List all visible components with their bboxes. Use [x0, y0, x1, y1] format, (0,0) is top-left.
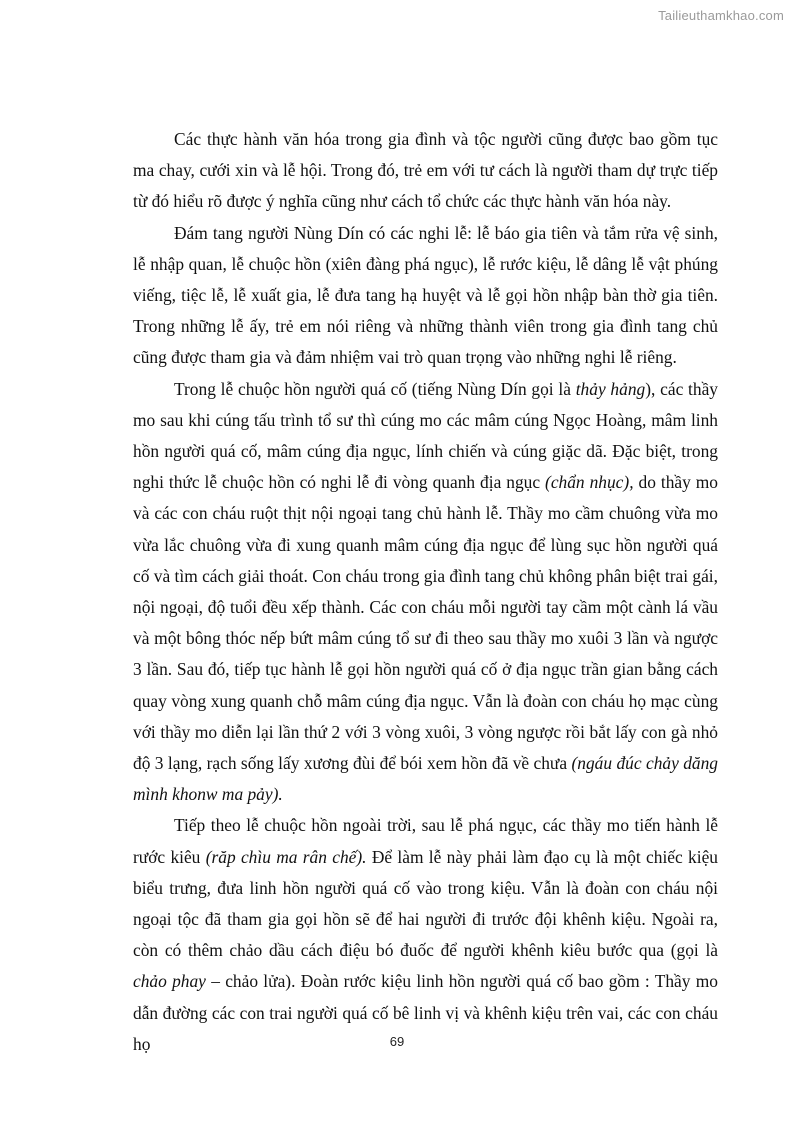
italic-term: thảy hảng	[575, 378, 646, 399]
italic-term: (răp chìu ma rân chế).	[205, 846, 367, 867]
document-body	[133, 124, 718, 1060]
text-run: do thầy mo và các con cháu ruột thịt nội ngoại tang chủ hành lễ. Thầy mo cầm chuông vừa mo vừa lắc chuông vừa đi xung quanh mâm cúng địa ngục để lùng sục hồn người quá cố và tìm cách giải thoát. Con cháu trong gia đình tang chủ không phân biệt trai gái, nội ngoại, độ tuổi đều xếp thành. Các con cháu mỗi người tay cầm một cành lá vầu và một bông thóc nếp bứt mâm cúng tổ sư đi theo sau thầy mo xuôi 3 lần và ngược 3 lần. Sau đó, tiếp tục hành lễ gọi hồn người quá cố ở địa ngục trần gian bằng cách quay vòng xung quanh chỗ mâm cúng địa ngục. Vẫn là đoàn con cháu họ mạc cùng với thầy mo diễn lại lần thứ 2 với 3 vòng xuôi, 3 vòng ngược rồi bắt lấy con gà nhỏ độ 3 lạng, rạch sống lấy xương đùi để bói xem hồn đã về chưa	[133, 472, 718, 774]
text-run: Trong lễ chuộc hồn người quá cố (tiếng Nùng Dín gọi là	[174, 378, 576, 399]
italic-term: chảo phay	[133, 971, 206, 992]
paragraph	[133, 218, 718, 374]
page-number: 69	[389, 1034, 405, 1049]
text-run: – chảo lửa). Đoàn rước kiệu linh hồn người quá cố bao gồm : Thầy mo dẫn đường các con trai người quá cố bê linh vị và khênh kiệu trên vai, các con cháu họ	[133, 971, 718, 1054]
paragraph	[133, 374, 718, 811]
paragraph	[133, 124, 718, 218]
text-run: ), các thầy mo sau khi cúng tấu trình tổ sư thì cúng mo các mâm cúng Ngọc Hoàng, mâm linh hồn người quá cố, mâm cúng địa ngục, lính chiến và cúng giặc dã. Đặc biệt, trong nghi thức lễ chuộc hồn có nghi lễ đi vòng quanh địa ngục	[133, 378, 718, 493]
paragraph	[133, 810, 718, 1060]
watermark-text: Tailieuthamkhao.com	[658, 8, 784, 23]
text-run: Để làm lễ này phải làm đạo cụ là một chiếc kiệu biểu trưng, đưa linh hồn người quá cố vào trong kiệu. Vẫn là đoàn con cháu nội ngoại tộc đã tham gia gọi hồn sẽ để hai người đi trước đội khênh kiệu. Ngoài ra, còn có thêm chảo dầu cách điệu bó đuốc để người khênh kiêu bước qua (gọi là	[133, 846, 718, 961]
text-run: Đám tang người Nùng Dín có các nghi lễ: lễ báo gia tiên và tắm rửa vệ sinh, lễ nhập quan, lễ chuộc hồn (xiên đàng phá ngục), lễ rước kiệu, lễ dâng lễ vật phúng viếng, tiệc lễ, lễ xuất gia, lễ đưa tang hạ huyệt và lễ gọi hồn nhập bàn thờ gia tiên. Trong những lễ ấy, trẻ em nói riêng và những thành viên trong gia đình tang chủ cũng được tham gia và đảm nhiệm vai trò quan trọng vào những nghi lễ riêng.	[133, 222, 718, 368]
text-run: Các thực hành văn hóa trong gia đình và tộc người cũng được bao gồm tục ma chay, cưới xin và lễ hội. Trong đó, trẻ em với tư cách là người tham dự trực tiếp từ đó hiểu rõ được ý nghĩa cũng như cách tổ chức các thực hành văn hóa này.	[133, 129, 718, 212]
text-run: Tiếp theo lễ chuộc hồn ngoài trời, sau lễ phá ngục, các thầy mo tiến hành lễ rước kiêu	[133, 815, 718, 867]
italic-term: (ngáu đúc chảy dăng mình khonw ma pảy).	[133, 753, 718, 805]
italic-term: (chẩn nhục),	[545, 472, 634, 493]
